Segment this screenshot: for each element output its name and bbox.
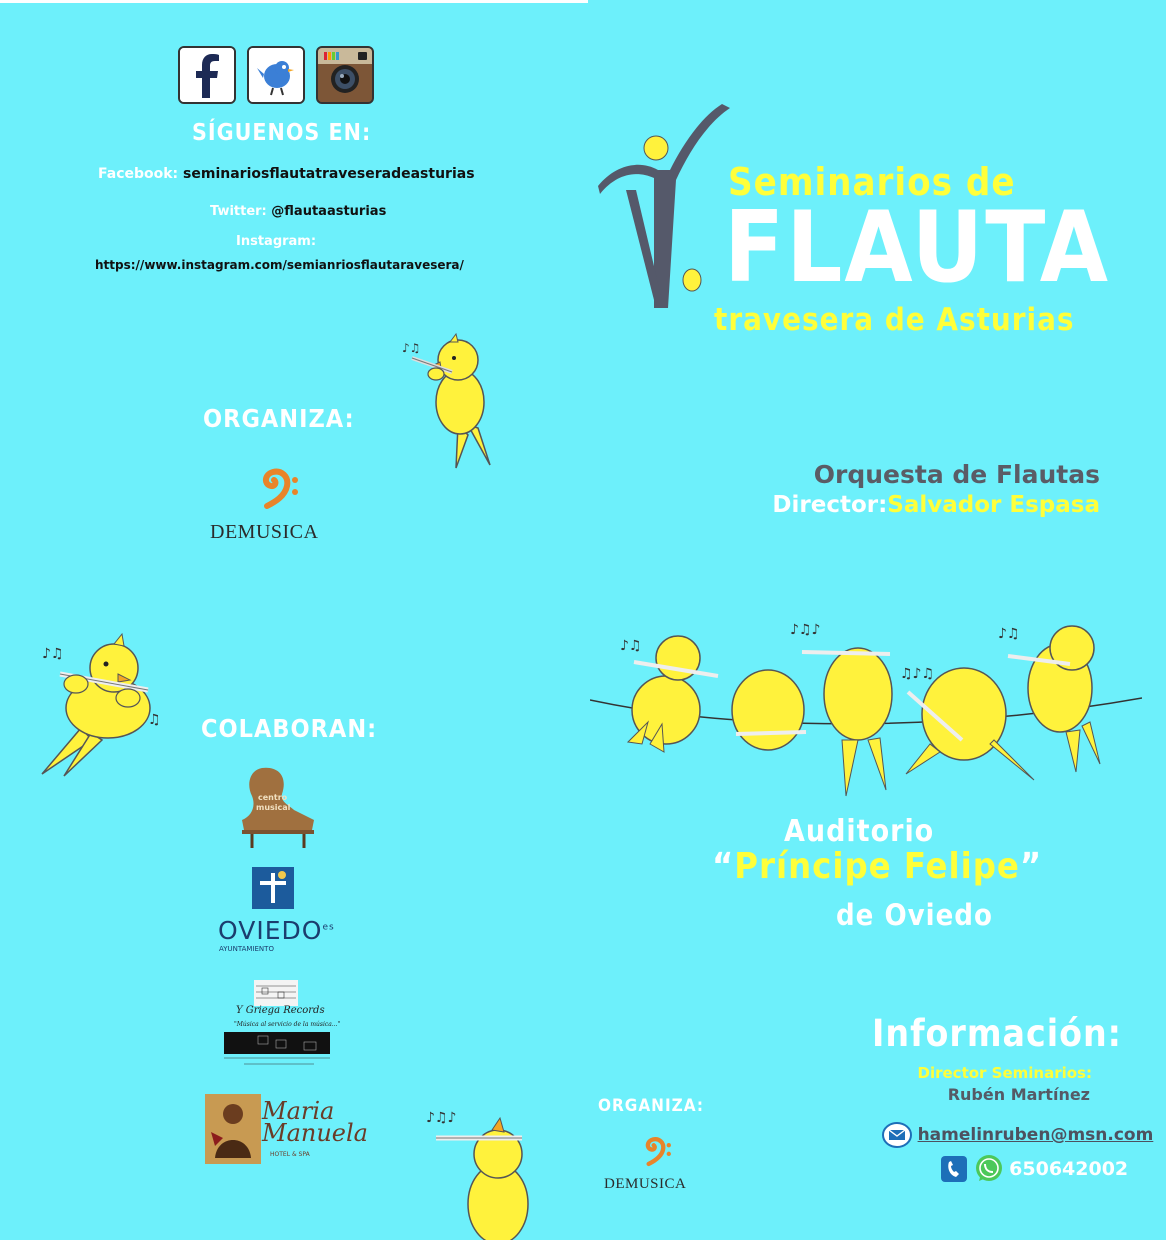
bird-flute-illustration: [398, 330, 508, 475]
svg-text:♪♫: ♪♫: [42, 646, 64, 662]
colaboran-heading: COLABORAN:: [201, 714, 378, 743]
svg-text:♫♪♫: ♫♪♫: [900, 666, 935, 682]
info-heading: Información:: [871, 1012, 1122, 1055]
whatsapp-icon: [974, 1154, 1004, 1184]
ygriega-title: Y Griega Records: [236, 1005, 325, 1016]
organiza-heading: ORGANIZA:: [203, 404, 355, 433]
ygriega-score-icon: [254, 980, 298, 1006]
auditorio-label: Auditorio: [784, 814, 935, 849]
title-line-1: Seminarios de: [728, 160, 1016, 204]
svg-text:♫: ♫: [148, 712, 161, 728]
svg-text:♪♫♪: ♪♫♪: [790, 622, 821, 638]
demusica-text: DEMUSICA: [210, 521, 319, 543]
instagram-url[interactable]: https://www.instagram.com/semianriosflautaravesera/: [95, 258, 464, 272]
bird-flute-illustration: [36, 628, 171, 778]
svg-text:♪♫: ♪♫: [402, 341, 421, 355]
birds-on-wire-illustration: [590, 614, 1142, 804]
phone-number[interactable]: 650642002: [1009, 1158, 1129, 1180]
phone-icon: [940, 1155, 968, 1183]
phone-row: [940, 1154, 1128, 1184]
title-line-3: travesera de Asturias: [714, 302, 1075, 338]
ygriega-bar-logo: [224, 1032, 330, 1068]
director-label: Director:: [772, 492, 888, 518]
venue-name: Príncipe Felipe: [734, 846, 1020, 887]
oviedo-cross-icon: [252, 867, 294, 909]
ayuntamiento-text: AYUNTAMIENTO: [219, 945, 274, 953]
centro-musical-logo: [238, 766, 318, 850]
oviedo-es: es: [322, 922, 335, 933]
instagram-label: Instagram:: [236, 234, 317, 249]
quote-open: “: [712, 846, 735, 887]
organiza-bottom-heading: ORGANIZA:: [598, 1096, 705, 1116]
bass-clef-icon: [255, 466, 305, 524]
venue-name-line: [712, 846, 1042, 887]
venue-city: de Oviedo: [836, 898, 993, 932]
quote-close: ”: [1019, 846, 1043, 887]
twitter-icon[interactable]: [247, 46, 305, 104]
director-line: [772, 492, 1100, 518]
info-director-label: Director Seminarios:: [917, 1064, 1092, 1082]
svg-text:♪♫: ♪♫: [998, 626, 1020, 642]
edition-numeral-mark: [596, 90, 736, 330]
email-link[interactable]: hamelinruben@msn.com: [917, 1125, 1154, 1145]
hotel-text: HOTEL & SPA: [270, 1151, 310, 1158]
facebook-handle[interactable]: seminariosflautatraveseradeasturias: [183, 166, 475, 182]
svg-text:♪♫: ♪♫: [620, 638, 642, 654]
svg-text:centro: centro: [258, 793, 288, 802]
title-line-2: FLAUTA: [724, 191, 1111, 305]
follow-us-heading: SÍGUENOS EN:: [192, 120, 372, 146]
director-name: Salvador Espasa: [887, 492, 1100, 518]
seminar-edition-logo: [596, 90, 736, 330]
twitter-line: [210, 204, 386, 219]
demusica-bottom-text: DEMUSICA: [604, 1176, 687, 1192]
orquesta-title: Orquesta de Flautas: [813, 460, 1100, 489]
instagram-icon[interactable]: [316, 46, 374, 104]
bass-clef-icon: [640, 1134, 676, 1178]
twitter-label: Twitter:: [210, 204, 267, 219]
ygriega-tagline: "Música al servicio de la música...": [234, 1021, 341, 1028]
email-icon: [882, 1122, 912, 1148]
maria-manuela-text: Maria Manuela: [262, 1097, 368, 1147]
oviedo-logo-text: [218, 916, 335, 945]
info-director-name: Rubén Martínez: [947, 1085, 1090, 1104]
facebook-line: [98, 166, 475, 182]
demusica-logo: [255, 466, 305, 528]
oviedo-text: OVIEDO: [218, 916, 323, 945]
top-border: [0, 0, 588, 3]
maria-manuela-emblem: [205, 1094, 261, 1164]
facebook-icon[interactable]: [178, 46, 236, 104]
facebook-label: Facebook:: [98, 166, 179, 182]
bird-flute-illustration: [422, 1104, 532, 1240]
twitter-handle[interactable]: @flautaasturias: [271, 204, 387, 219]
svg-text:musical: musical: [256, 803, 291, 812]
email-row: [882, 1122, 1153, 1148]
svg-text:♪♫♪: ♪♫♪: [426, 1110, 457, 1126]
